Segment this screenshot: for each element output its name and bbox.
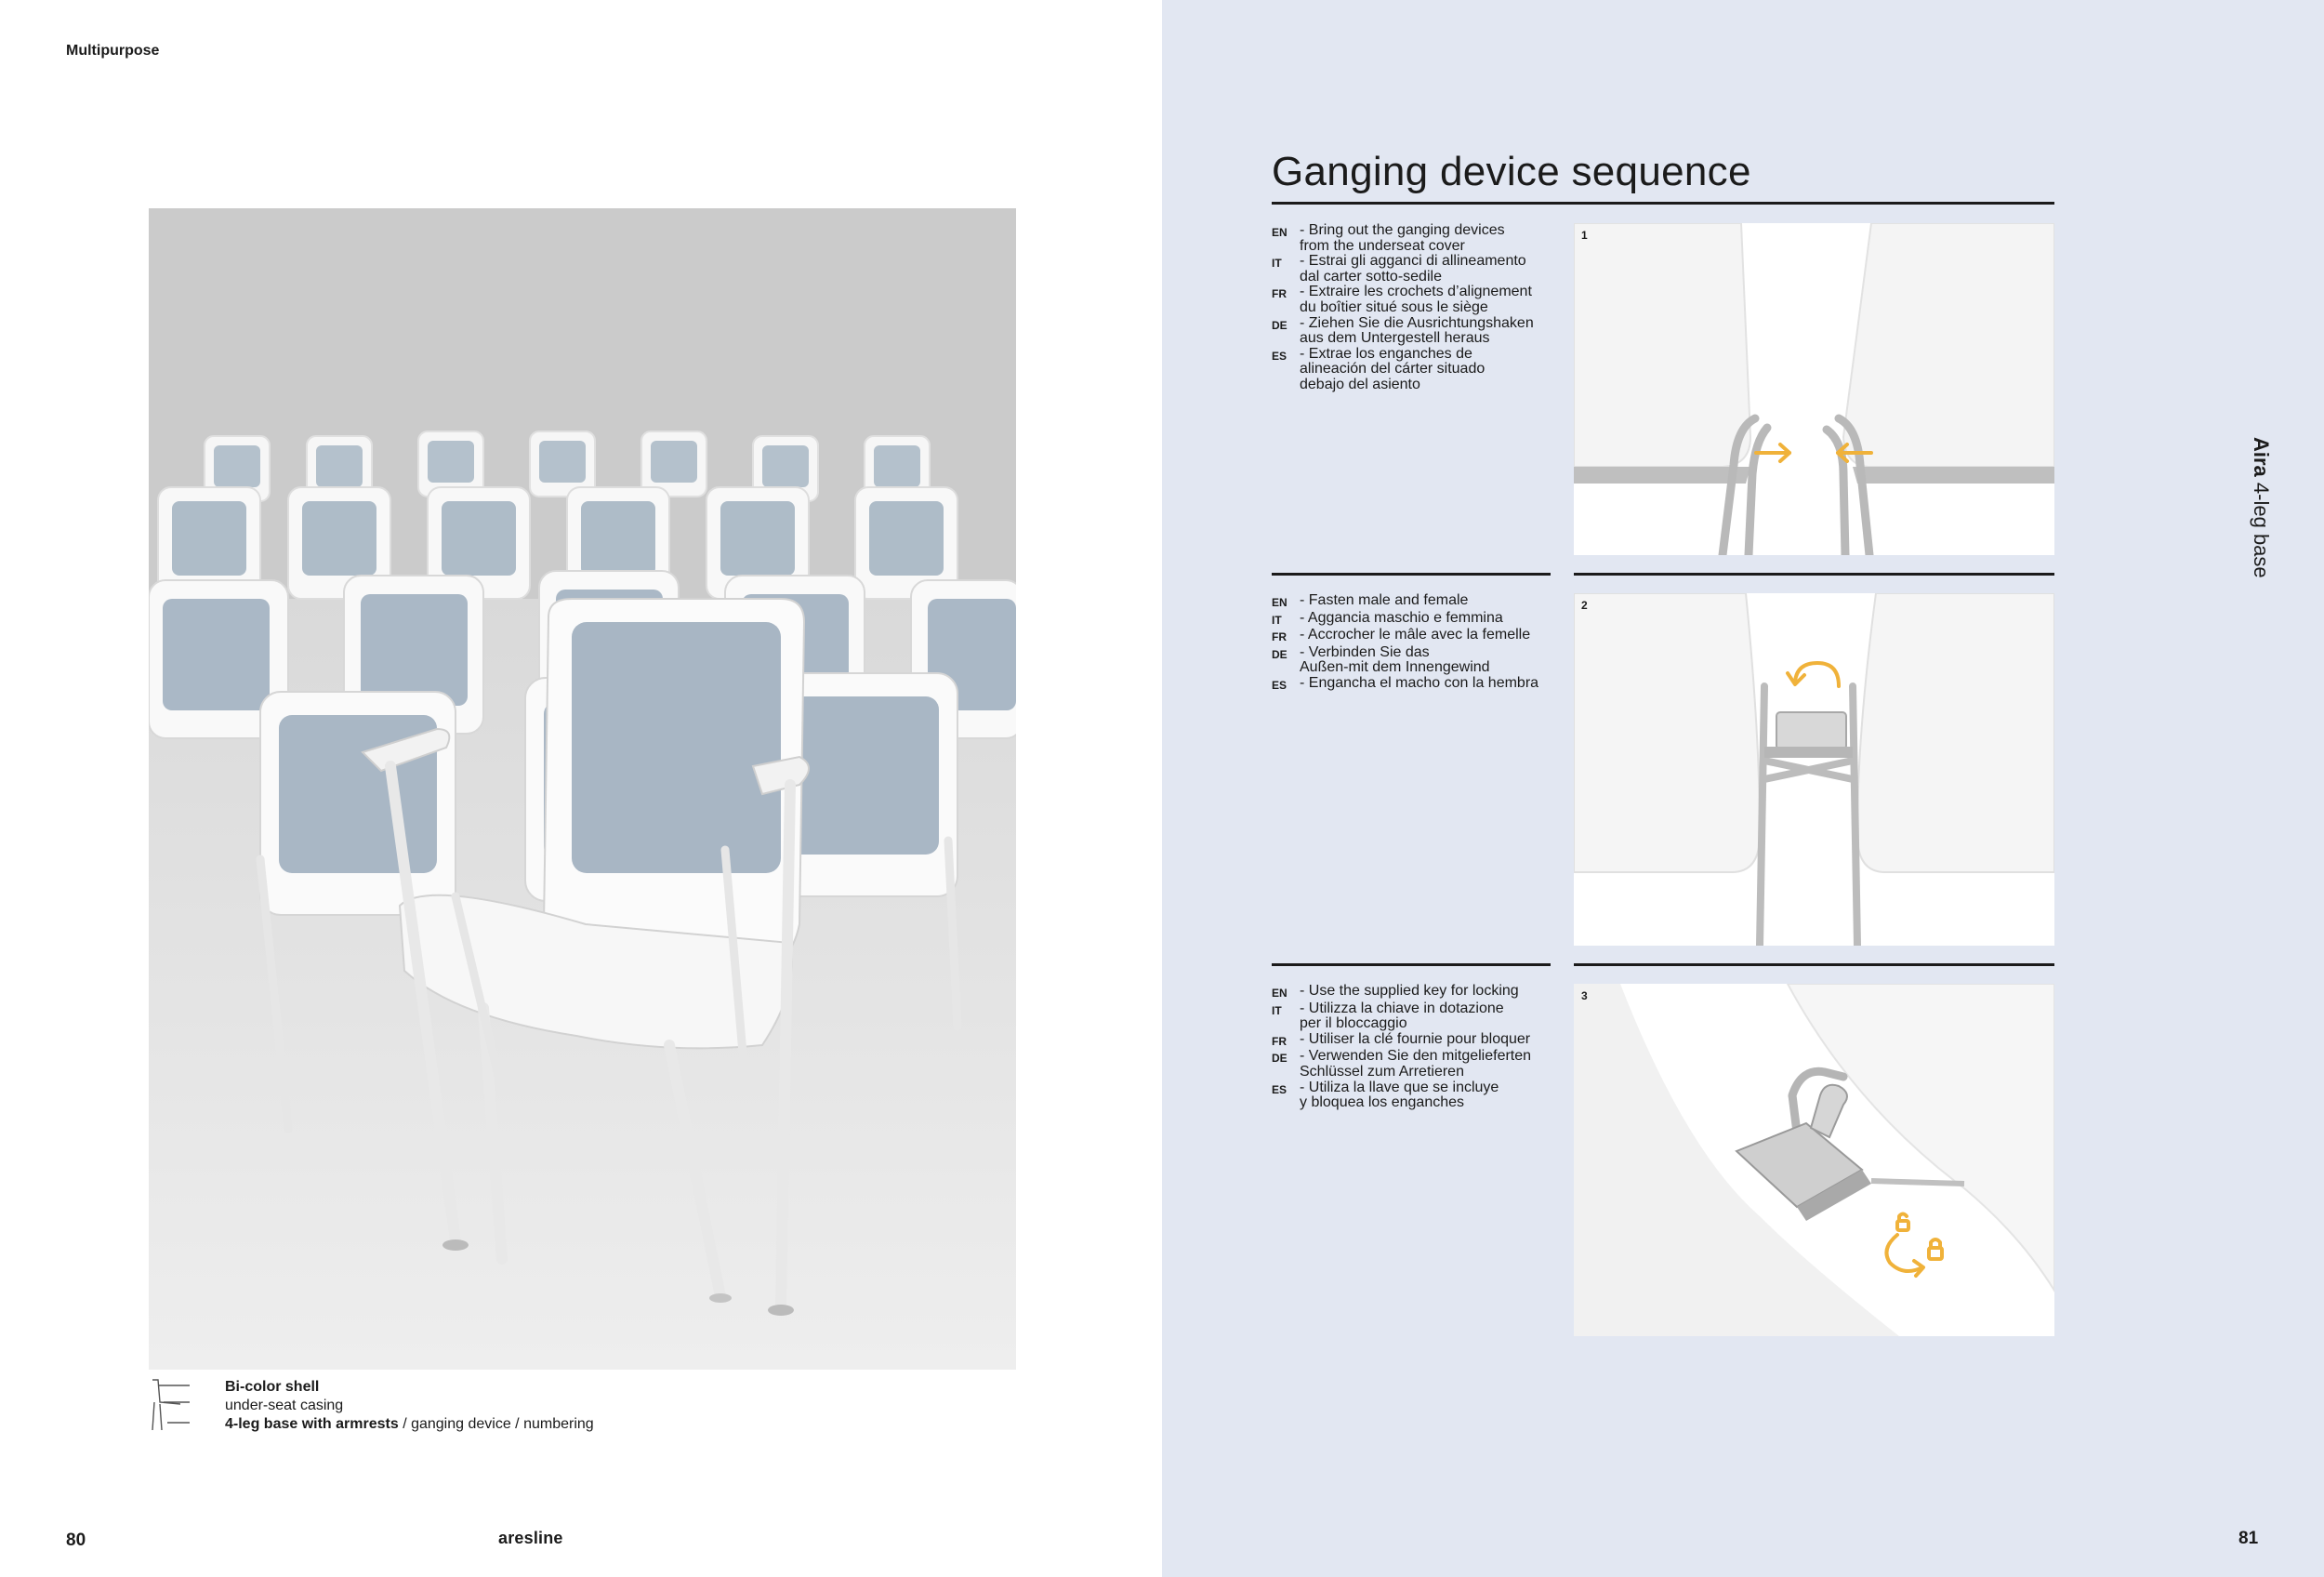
side-title: Aira 4-leg base [2250, 437, 2273, 578]
step-instruction: - Extrae los enganches de alineación del cárter situado debajo del asiento [1300, 345, 1486, 392]
page-number-right: 81 [2238, 1529, 2259, 1548]
caption-line-shell: Bi-color shell [225, 1379, 320, 1395]
lang-code: FR [1272, 1034, 1287, 1048]
lang-code: DE [1272, 647, 1287, 661]
title-rule [1272, 202, 2054, 205]
chairs-illustration [149, 208, 1016, 1370]
step-1-image [1574, 223, 2054, 555]
step-3-illustration [1574, 984, 2054, 1336]
step-3-rule-right [1574, 963, 2054, 966]
step-2-illustration [1574, 593, 2054, 946]
step-instruction: - Utilizza la chiave in dotazione per il bloccaggio [1300, 1000, 1504, 1032]
step-instruction: - Verwenden Sie den mitgelieferten Schlüssel zum Arretieren [1300, 1048, 1532, 1080]
step-2-rule-left [1272, 573, 1551, 576]
brand-logo: aresline [498, 1529, 563, 1547]
caption-line-base: 4-leg base with armrests / ganging device / numbering [225, 1416, 594, 1432]
lang-code: IT [1272, 613, 1282, 627]
hero-photo-chairs [149, 208, 1016, 1370]
lang-code: EN [1272, 987, 1287, 1000]
caption-lines [225, 1378, 594, 1434]
step-instruction: - Accrocher le mâle avec la femelle [1300, 627, 1531, 643]
step-instruction: - Utiliza la llave que se incluye y bloquea los enganches [1300, 1079, 1499, 1111]
lang-code: ES [1272, 349, 1287, 363]
step-2-rule-right [1574, 573, 2054, 576]
section-label: Multipurpose [66, 43, 160, 59]
step-3-rule-left [1272, 963, 1551, 966]
step-3-image [1574, 984, 2054, 1336]
step-1-illustration [1574, 223, 2054, 555]
step-instruction: - Fasten male and female [1300, 592, 1469, 608]
right-page [1162, 0, 2324, 1577]
step-instruction: - Aggancia maschio e femmina [1300, 609, 1503, 626]
lang-code: DE [1272, 318, 1287, 332]
caption-line-casing: under-seat casing [225, 1398, 344, 1413]
page-title: Ganging device sequence [1272, 149, 1751, 194]
step-number: 1 [1581, 229, 1588, 242]
step-instruction: - Bring out the ganging devices from the underseat cover [1300, 222, 1505, 254]
step-2-image [1574, 593, 2054, 946]
lang-code: IT [1272, 1003, 1282, 1017]
lang-code: FR [1272, 630, 1287, 644]
lang-code: EN [1272, 596, 1287, 609]
step-instruction: - Verbinden Sie das Außen-mit dem Innengewind [1300, 643, 1490, 676]
step-3-text [1272, 984, 1551, 1111]
step-instruction: - Estrai gli agganci di allineamento dal carter sotto-sedile [1300, 253, 1526, 285]
step-instruction: - Extraire les crochets d’alignement du boîtier situé sous le siège [1300, 284, 1532, 315]
chair-outline-icon [149, 1378, 190, 1432]
product-caption [149, 1378, 669, 1434]
step-number: 3 [1581, 989, 1588, 1002]
lang-code: ES [1272, 678, 1287, 692]
step-instruction: - Engancha el macho con la hembra [1300, 674, 1539, 691]
lang-code: IT [1272, 257, 1282, 271]
lang-code: FR [1272, 287, 1287, 301]
step-2-text [1272, 593, 1551, 694]
step-instruction: - Ziehen Sie die Ausrichtungshaken aus dem Untergestell heraus [1300, 314, 1534, 347]
step-number: 2 [1581, 599, 1588, 612]
step-instruction: - Utiliser la clé fournie pour bloquer [1300, 1030, 1531, 1047]
page-number-left: 80 [66, 1531, 86, 1550]
lang-code: ES [1272, 1082, 1287, 1096]
step-instruction: - Use the supplied key for locking [1300, 983, 1519, 999]
lang-code: DE [1272, 1052, 1287, 1066]
lang-code: EN [1272, 226, 1287, 239]
step-1-text [1272, 223, 1551, 393]
